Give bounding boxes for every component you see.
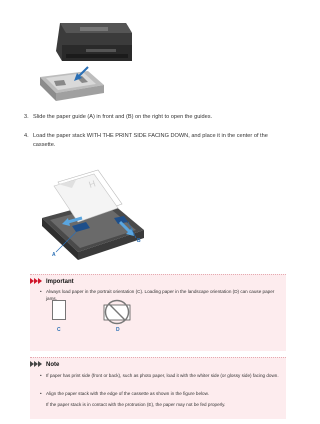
note-box: Note • If paper has print side (front or back), such as photo paper, load it with the whiter side (or glossy side) facing down. • Align the paper stack with the edge of the cassette as shown in the figure below. If the paper stack is in contact with the protrusion (E), the paper may not be fed properly. (30, 357, 286, 419)
bullet-text: Align the paper stack with the edge of the cassette as shown in the figure below. (46, 391, 209, 396)
bullet-text: If paper has print side (front or back), such as photo paper, load it with the whiter side (or glossy side) facing down. (46, 373, 279, 378)
important-header (30, 277, 74, 286)
callout-a-label: A (52, 252, 56, 258)
landscape-prohibited-icon (100, 299, 134, 325)
paper-loading-illustration (32, 160, 152, 266)
chevron-icon (30, 361, 44, 368)
svg-text:H: H (87, 178, 97, 190)
label-c: C (57, 327, 61, 333)
step-text: Load the paper stack WITH THE PRINT SIDE FACING DOWN, and place it in the center of the cassette. (33, 133, 268, 148)
note-header (30, 360, 59, 369)
chevron-icon (30, 278, 44, 285)
bullet-text: Always load paper in the portrait orientation (C). Loading paper in the landscape orientation (D) can cause paper jams. (46, 289, 275, 301)
note-continuation: If the paper stack is in contact with the protrusion (E), the paper may not be fed properly. (46, 402, 226, 407)
step-number: 3. (24, 114, 29, 120)
step-text: Slide the paper guide (A) in front and (B) on the right to open the guides. (33, 114, 213, 120)
note-title: Note (46, 361, 60, 368)
printer-cassette-illustration (28, 5, 138, 103)
label-d: D (116, 327, 120, 333)
portrait-paper-icon (52, 300, 66, 320)
callout-b-label: B (137, 238, 141, 244)
important-box: Important • Always load paper in the portrait orientation (C). Loading paper in the landscape orientation (D) can cause paper jams. C D (30, 274, 286, 351)
step-number: 4. (24, 133, 29, 139)
important-title: Important (46, 278, 74, 285)
